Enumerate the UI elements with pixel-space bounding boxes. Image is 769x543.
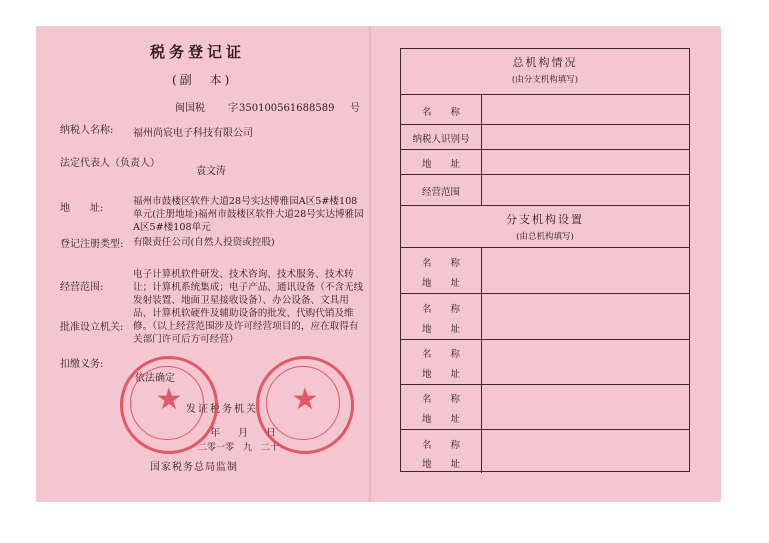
seal-national-tax: [120, 356, 218, 454]
scope-value: 电子计算机软件研发、技术咨询、技术服务、技术转让；计算机系统集成；电子产品、通讯设备（不含无线发射装置、地面卫星接收设备）、办公设备、文具用品、计算机软硬件及辅助设备的批发、代购代销及维修。（以上经营范围涉及许可经营项目的，应在取得有关部门许可后方可经营）: [133, 269, 364, 345]
reg-type-value: 有限责任公司(自然人投资或控股): [133, 237, 275, 248]
branch-5-addr-label: 地 址: [421, 459, 460, 470]
certificate-title: 税务登记证: [150, 43, 246, 61]
branch-4-addr-label: 地 址: [421, 414, 460, 425]
date-day: 日: [266, 428, 276, 439]
page-fold: [369, 26, 371, 502]
supervisor-text: 国家税务总局监制: [150, 462, 238, 473]
hq-name-label: 名 称: [421, 107, 460, 118]
address-label: 地 址:: [60, 203, 104, 214]
duty-value: 依法确定: [135, 373, 175, 384]
organization-table: [400, 48, 690, 472]
branch-1-addr-label: 地 址: [421, 278, 460, 289]
branch-2-addr-label: 地 址: [421, 324, 460, 335]
issue-date: 二零一零 九 二十: [198, 443, 280, 453]
hq-note: (由分支机构填写): [511, 75, 579, 85]
hq-address-label: 地 址: [421, 159, 460, 170]
branch-1-name-label: 名 称: [421, 258, 460, 269]
taxpayer-value: 福州尚宸电子科技有限公司: [133, 128, 253, 139]
branch-title: 分支机构设置: [506, 213, 584, 226]
cert-number: 350100561688589: [239, 103, 335, 114]
seal-star-icon: ★: [155, 382, 183, 417]
branch-note: (由总机构填写): [516, 232, 574, 242]
taxpayer-label: 纳税人名称:: [60, 125, 114, 136]
cert-mid: 字: [228, 103, 238, 114]
certificate-subtitle: (副 本): [172, 73, 233, 87]
reg-type-label: 登记注册类型:: [60, 239, 124, 250]
branch-2-name-label: 名 称: [421, 304, 460, 315]
seal-local-tax: [256, 356, 354, 454]
duty-label: 扣缴义务:: [60, 359, 104, 370]
legal-rep-value: 袁文涛: [196, 166, 226, 177]
address-value: 福州市鼓楼区软件大道28号实达博雅园A区5#楼108单元(注册地址)福州市鼓楼区软件大道28号实达博雅园A区5#楼108单元: [133, 196, 364, 233]
hq-title: 总机构情况: [512, 56, 578, 69]
issuer-label: 发证税务机关: [186, 404, 258, 415]
legal-rep-label: 法定代表人（负责人）: [60, 158, 160, 169]
date-year: 年: [210, 428, 220, 439]
hq-scope-label: 经营范围: [421, 187, 460, 198]
approval-label: 批准设立机关:: [60, 322, 124, 333]
scope-label: 经营范围:: [60, 282, 104, 293]
branch-3-name-label: 名 称: [421, 349, 460, 360]
hq-taxid-label: 纳税人识别号: [412, 134, 470, 145]
branch-3-addr-label: 地 址: [421, 369, 460, 380]
date-month: 月: [238, 428, 248, 439]
seal-star-icon: ★: [291, 382, 319, 417]
cert-suffix: 号: [350, 103, 360, 114]
branch-5-name-label: 名 称: [421, 440, 460, 451]
cert-prefix: 闽国税: [175, 103, 205, 114]
branch-4-name-label: 名 称: [421, 394, 460, 405]
